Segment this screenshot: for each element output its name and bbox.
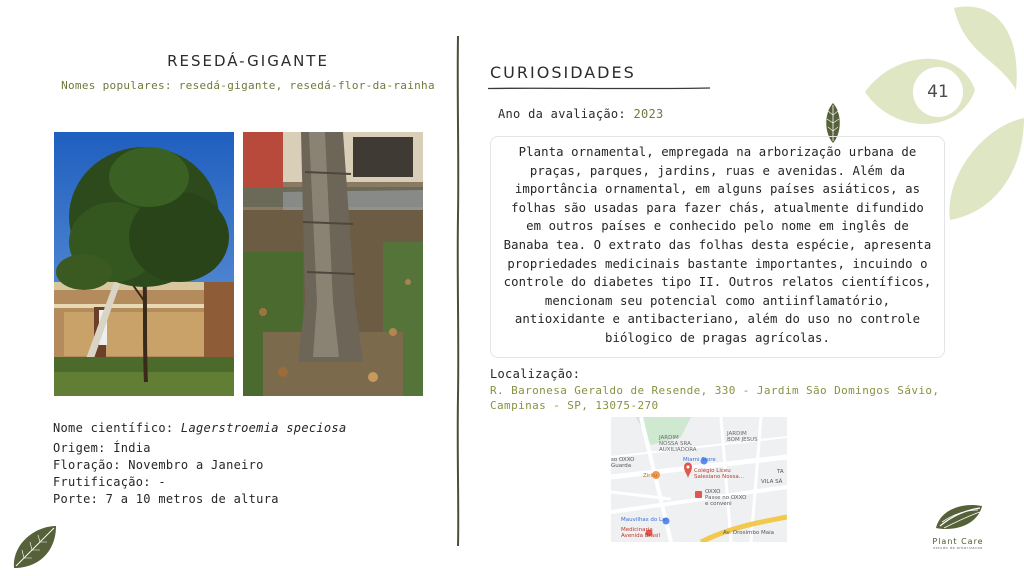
map-label-medicinaria: Medicinaria Avenida Brasil: [621, 527, 661, 539]
brand-logo: [922, 502, 994, 552]
address-line-1: R. Baronesa Geraldo de Resende, 330 - Jardim São Domingos Sávio,: [490, 384, 940, 397]
curiosities-heading: CURIOSIDADES: [490, 63, 636, 82]
page-number: 41: [913, 67, 963, 117]
species-title: RESEDÁ-GIGANTE: [167, 52, 329, 70]
scientific-name: Lagerstroemia speciosa: [180, 421, 347, 435]
brand-name: Plant Care: [932, 537, 984, 546]
map-label-vila: VILA SÃ: [761, 479, 783, 485]
map-label-avenue: Av. Orosimbo Maia: [723, 530, 774, 536]
year-label: Ano da avaliação:: [498, 107, 634, 121]
map-label-miami: Miami Store: [683, 457, 716, 463]
map-label-ta: TA: [777, 469, 784, 475]
address-line-2: Campinas - SP, 13075-270: [490, 399, 659, 412]
location-map[interactable]: [611, 417, 787, 542]
plant-care-logo-icon: [932, 502, 984, 532]
map-label-bom-jesus: JARDIM BOM JESUS: [727, 431, 758, 443]
trunk-photo: [243, 132, 423, 396]
map-label-oxxo: OXXO Passe no OXXO e conveni: [705, 489, 747, 507]
heading-underline: [488, 86, 710, 91]
map-label-oxxo-left: so OXXO Guarda: [611, 457, 635, 469]
map-label-college: Colégio Liceu Salesiano Nossa...: [694, 468, 744, 480]
popular-names: Nomes populares: resedá-gigante, resedá-flor-da-rainha: [61, 79, 435, 92]
tree-photo: [54, 132, 234, 396]
map-label-mauvilhas: Mauvilhas do Lar: [621, 517, 668, 523]
brand-tagline: estudo da arborizacao: [933, 546, 983, 550]
flowering: Floração: Novembro a Janeiro: [53, 458, 264, 472]
origin: Origem: Índia: [53, 441, 151, 455]
tree-size: Porte: 7 a 10 metros de altura: [53, 492, 279, 506]
location-address: [490, 383, 960, 413]
map-label-nossa: JARDIM NOSSA SRA. AUXILIADORA: [659, 435, 697, 453]
species-facts: [53, 420, 346, 508]
scientific-name-row: [53, 420, 346, 437]
fruiting: Frutificação: -: [53, 475, 166, 489]
year-value: 2023: [633, 107, 664, 121]
curiosities-text: Planta ornamental, empregada na arborização urbana de praças, parques, jardins, ruas e avenidas. Além da importância ornamental, em alguns países asiáticos, as folhas são usadas para fazer chás, atualmente difundido em outros países e conhecido pelo nome em inglês de Banaba tea. O extrato das folhas desta espécie, apresenta propriedades medicinais bastante importantes, incuindo o controle do diabetes tipo II. Outros relatos científicos, mencionam seu potencial como antiinflamatório, antioxidante e antibacteriano, além do uso no controle biólogico de pragas agrícolas.: [490, 136, 945, 358]
evaluation-year: [498, 107, 664, 121]
leaf-icon: [10, 524, 58, 570]
vertical-divider: [454, 36, 462, 546]
location-label: Localização:: [490, 367, 581, 381]
scientific-name-label: Nome científico:: [53, 421, 181, 435]
map-label-zirilu: Zirilu: [643, 473, 658, 479]
